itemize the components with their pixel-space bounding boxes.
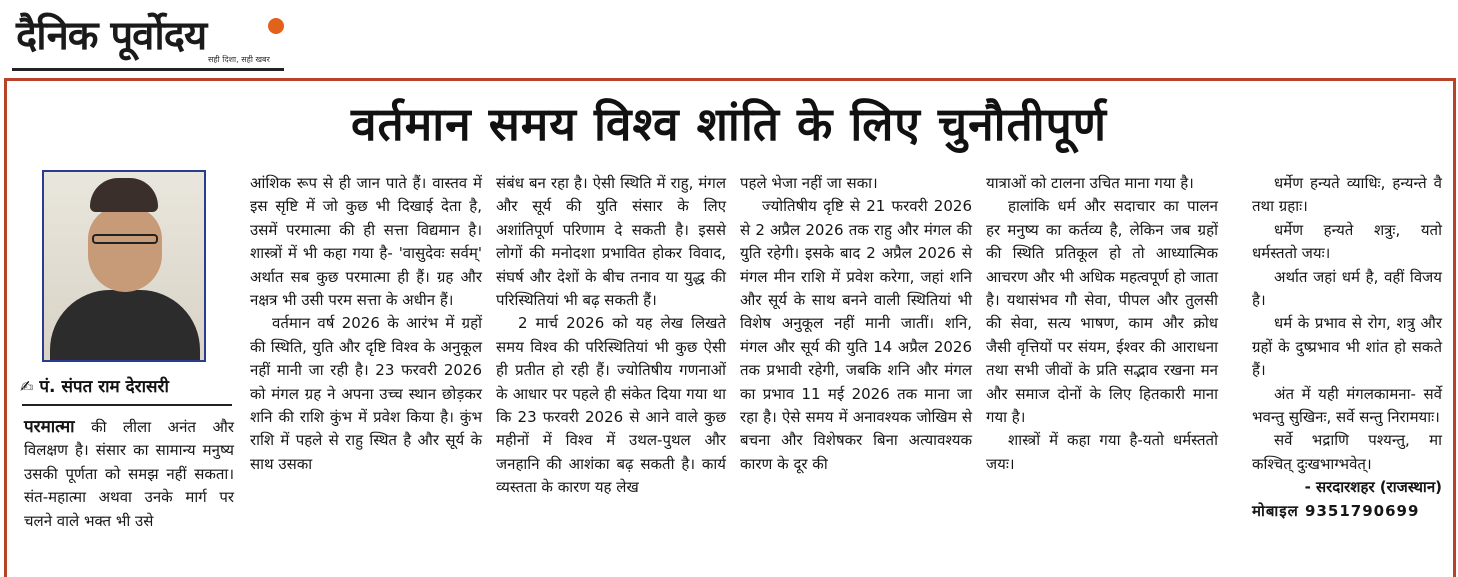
masthead — [12, 6, 292, 74]
article-column-2 — [250, 172, 482, 476]
masthead-logo-dot-icon — [268, 18, 284, 34]
column-2-paragraph-2: वर्तमान वर्ष 2026 के आरंभ में ग्रहों की स्थिति, युति और दृष्टि विश्व के अनुकूल नहीं मानी जा रही है। 23 फरवरी 2026 को मंगल ग्रह ने अपना उच्च स्थान छोड़कर शनि की राशि कुंभ में प्रवेश किया है। कुंभ राशि में पहले से राहु स्थित है और सूर्य के साथ उसका — [250, 314, 482, 473]
article-column-6 — [1252, 172, 1442, 523]
article-headline: वर्तमान समय विश्व शांति के लिए चुनौतीपूर्ण — [350, 97, 1108, 151]
column-6-paragraph-4: धर्म के प्रभाव से रोग, शत्रु और ग्रहों के दुष्प्रभाव भी शांत हो सकते हैं। — [1252, 314, 1442, 380]
author-photo-coat — [50, 290, 200, 362]
column-6-paragraph-6: सर्वे भद्राणि पश्यन्तु, मा कश्चित् दुःखभाग्भवेत्। — [1252, 431, 1442, 473]
lead-word: परमात्मा — [24, 417, 75, 437]
author-byline — [20, 374, 234, 400]
column-5-paragraph-2: हालांकि धर्म और सदाचार का पालन हर मनुष्य का कर्तव्य है, लेकिन जब ग्रहों की स्थिति प्रतिकूल हो तो आध्यात्मिक आचरण और भी अधिक महत्वपूर्ण हो जाता है। यथासंभव गौ सेवा, पीपल और तुलसी की सेवा, सत्य भाषण, काम और क्रोध जैसी वृत्तियों पर संयम, ईश्वर की आराधना तथा सभी जीवों के प्रति सद्भाव रखना मन और समाज दोनों के लिए हितकारी माना गया है। — [986, 197, 1218, 427]
column-6-shloka-1: धर्मेण हन्यते व्याधिः, हन्यन्ते वै तथा ग्रहाः। — [1252, 174, 1442, 216]
column-1-paragraph — [24, 416, 234, 533]
article-column-5 — [986, 172, 1218, 476]
pen-icon: ✍ — [20, 377, 34, 396]
column-4-paragraph-1: पहले भेजा नहीं जा सका। — [740, 174, 878, 192]
masthead-tagline: सही दिशा, सही खबर — [208, 55, 270, 64]
column-3-paragraph-2: 2 मार्च 2026 को यह लेख लिखते समय विश्व की परिस्थितियां भी कुछ ऐसी ही प्रतीत हो रही हैं। ज्योतिषीय गणनाओं के आधार पर पहले ही संकेत दिया गया था कि 23 फरवरी 2026 से आने वाले कुछ महीनों में विश्व में उथल-पुथल और जनहानि की आशंका बढ़ सकती है। कार्य व्यस्तता के कारण यह लेख — [496, 314, 726, 497]
author-photo-cap — [90, 178, 158, 212]
masthead-name: दैनिक पूर्वोदय — [16, 13, 207, 59]
column-5-paragraph-1: यात्राओं को टालना उचित माना गया है। — [986, 174, 1194, 192]
author-photo — [42, 170, 206, 362]
author-photo-spectacles — [92, 234, 158, 244]
column-1-text: की लीला अनंत और विलक्षण है। संसार का सामान्य मनुष्य उसकी पूर्णता को समझ नहीं सकता। संत-महात्मा अथवा उनके मार्ग पर चलने वाले भक्त भी उसे — [24, 418, 234, 530]
article-column-3 — [496, 172, 726, 500]
column-3-paragraph-1: संबंध बन रहा है। ऐसी स्थिति में राहु, मंगल और सूर्य की युति संसार के लिए अशांतिपूर्ण परिणाम दे सकती है। इससे लोगों की मनोदशा प्रभावित होकर विवाद, संघर्ष और देशों के बीच तनाव या युद्ध की परिस्थितियां भी बढ़ सकती हैं। — [496, 174, 726, 310]
author-mobile: मोबाइल 9351790699 — [1252, 501, 1420, 520]
author-location: - सरदारशहर (राजस्थान) — [1304, 478, 1442, 497]
column-6-paragraph-3: अर्थात जहां धर्म है, वहीं विजय है। — [1252, 267, 1442, 310]
article-column-4 — [740, 172, 972, 476]
column-6-paragraph-5: अंत में यही मंगलकामना- सर्वे भवन्तु सुखिनः, सर्वे सन्तु निरामयाः। — [1252, 384, 1442, 427]
column-5-paragraph-3: शास्त्रों में कहा गया है-यतो धर्मस्ततो जयः। — [986, 431, 1218, 473]
column-4-paragraph-2: ज्योतिषीय दृष्टि से 21 फरवरी 2026 से 2 अप्रैल 2026 तक राहु और मंगल की युति रहेगी। इसके बाद 2 अप्रैल 2026 से मंगल मीन राशि में प्रवेश करेगा, जहां शनि और सूर्य के साथ बनने वाली स्थितियां भी विशेष अनुकूल नहीं मानी जातीं। शनि, मंगल और सूर्य की युति 14 अप्रैल 2026 तक प्रभावी रहेगी, जबकि शनि और मंगल का प्रभाव 11 मई 2026 तक माना जा रहा है। ऐसे समय में अनावश्यक जोखिम से बचना और विशेषकर बिना अत्यावश्यक कारण के दूर की — [740, 197, 972, 473]
author-photo-face — [88, 206, 162, 292]
author-name: पं. संपत राम देरासरी — [39, 377, 169, 397]
column-2-paragraph-1: आंशिक रूप से ही जान पाते हैं। वास्तव में इस सृष्टि में जो कुछ भी दिखाई देता है, उसमें परमात्मा की ही सत्ता विद्यमान है। शास्त्रों में भी कहा गया है- 'वासुदेवः सर्वम्' अर्थात सब कुछ परमात्मा ही हैं। ग्रह और नक्षत्र भी उसी परम सत्ता के अधीन हैं। — [250, 174, 482, 310]
byline-rule — [22, 404, 232, 406]
column-6-shloka-2: धर्मेण हन्यते शत्रुः, यतो धर्मस्ततो जयः। — [1252, 220, 1442, 263]
article-column-1 — [24, 416, 234, 533]
masthead-rule — [12, 68, 284, 71]
